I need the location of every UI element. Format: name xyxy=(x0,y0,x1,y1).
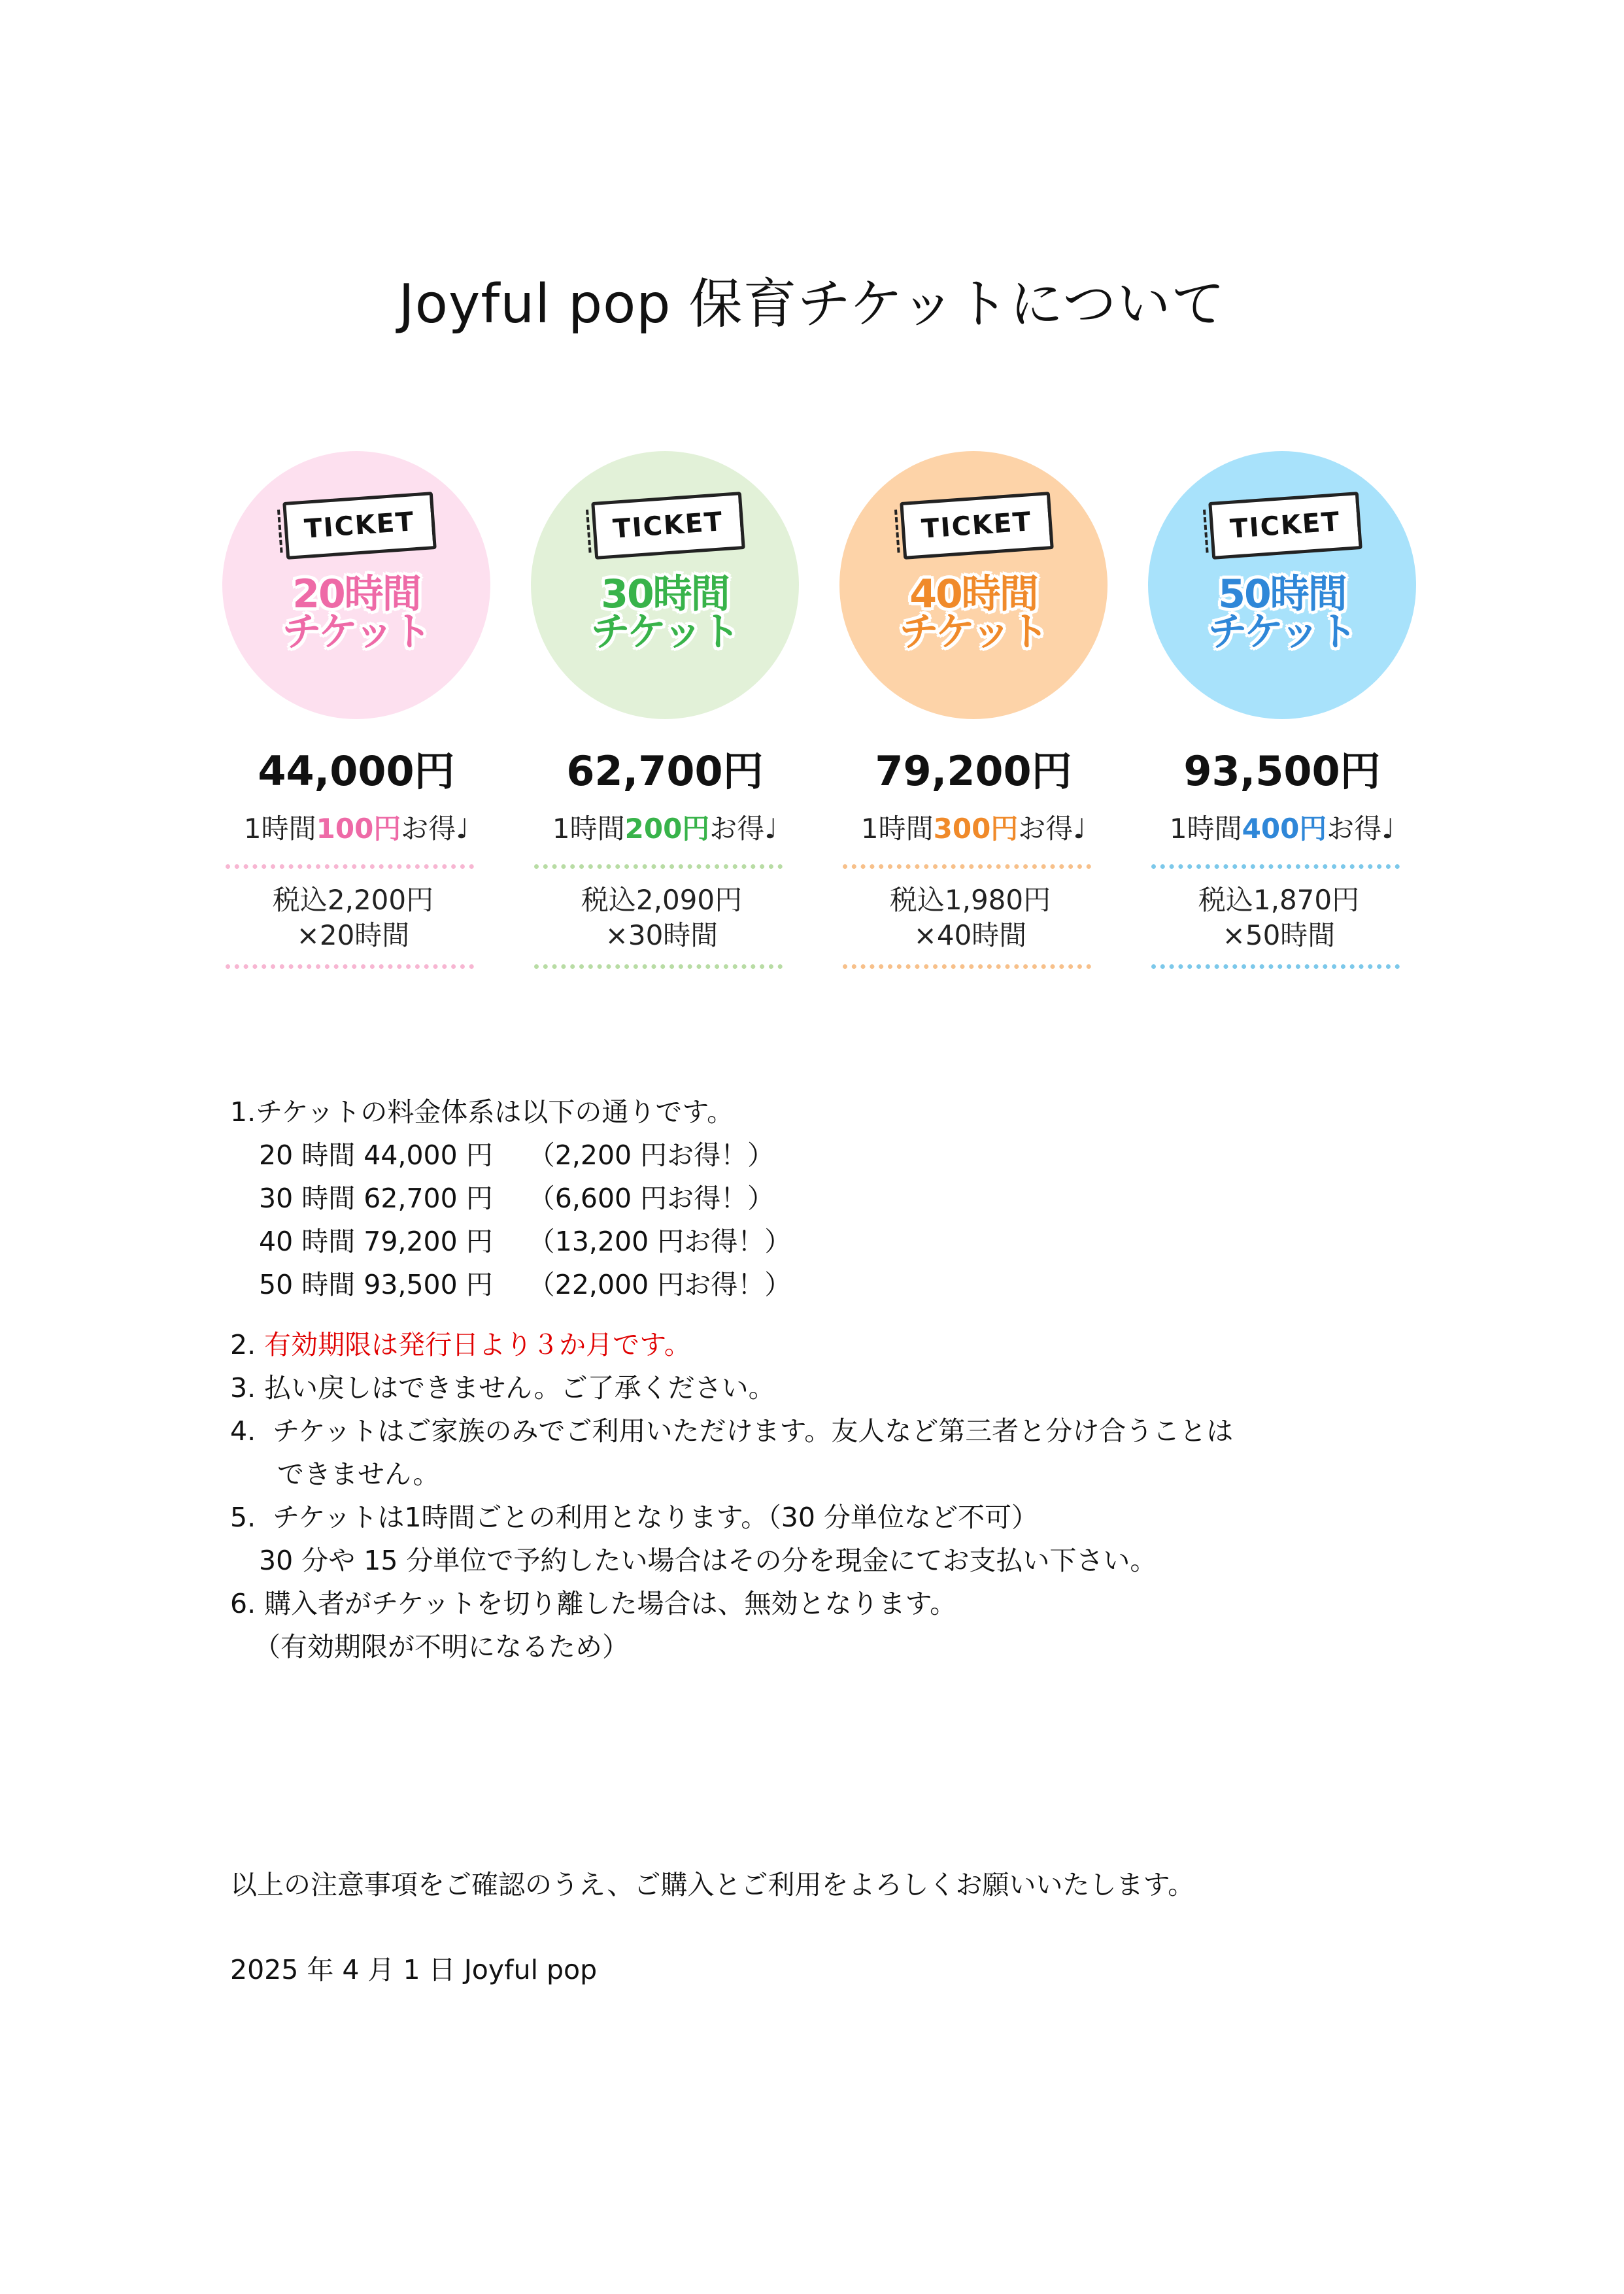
tax-line-2: ×40時間 xyxy=(913,919,1027,951)
ticket-tax-breakdown xyxy=(521,883,802,953)
ticket-saving xyxy=(212,807,500,847)
ticket-hours-label xyxy=(531,571,799,655)
note-item-2-number: 2. xyxy=(230,1329,265,1360)
ticket-hours: 40時間 xyxy=(909,571,1038,617)
ticket-price: 79,200円 xyxy=(875,747,1072,795)
dotted-divider xyxy=(226,864,474,869)
tax-line-1: 税込2,090円 xyxy=(581,884,743,916)
ticket-icon xyxy=(282,492,437,560)
ticket-word: チケット xyxy=(282,609,431,655)
dotted-divider xyxy=(843,864,1091,869)
saving-suffix: お得♩ xyxy=(1018,813,1087,845)
ticket-price: 62,700円 xyxy=(566,747,764,795)
saving-prefix: 1時間 xyxy=(1169,813,1242,845)
ticket-card-40h xyxy=(830,451,1117,987)
dotted-divider xyxy=(843,964,1091,969)
ticket-cards xyxy=(0,451,1624,987)
dotted-divider xyxy=(534,964,783,969)
saving-suffix: お得♩ xyxy=(709,813,778,845)
saving-suffix: お得♩ xyxy=(401,813,469,845)
tax-line-2: ×50時間 xyxy=(1222,919,1336,951)
dotted-divider xyxy=(1151,964,1400,969)
ticket-icon xyxy=(591,492,745,560)
ticket-card-20h xyxy=(212,451,500,987)
ticket-circle xyxy=(839,451,1108,719)
price-row: 50 時間 93,500 円 （22,000 円お得！） xyxy=(259,1269,792,1300)
ticket-circle xyxy=(1148,451,1416,719)
tax-line-1: 税込2,200円 xyxy=(272,884,434,916)
dotted-divider xyxy=(534,864,783,869)
ticket-tax-breakdown xyxy=(212,883,494,953)
ticket-card-50h xyxy=(1138,451,1426,987)
note-item-6-line-1: 6. 購入者がチケットを切り離した場合は、無効となります。 xyxy=(230,1588,957,1619)
note-item-5-line-2: 30 分や 15 分単位で予約したい場合はその分を現金にてお支払い下さい。 xyxy=(259,1545,1157,1576)
ticket-saving xyxy=(1138,807,1426,847)
spacer xyxy=(230,1306,1472,1323)
ticket-label: TICKET xyxy=(921,507,1033,545)
ticket-word: チケット xyxy=(899,609,1048,655)
price-row: 20 時間 44,000 円 （2,200 円お得！） xyxy=(259,1139,775,1171)
saving-suffix: お得♩ xyxy=(1327,813,1395,845)
ticket-label: TICKET xyxy=(1229,507,1342,545)
ticket-label: TICKET xyxy=(612,507,724,545)
price-row: 40 時間 79,200 円 （13,200 円お得！） xyxy=(259,1226,792,1257)
ticket-price: 44,000円 xyxy=(258,747,455,795)
saving-amount: 100円 xyxy=(316,813,401,845)
ticket-word: チケット xyxy=(590,609,739,655)
issue-date: 2025 年 4 月 1 日 Joyful pop xyxy=(230,1954,598,1985)
ticket-card-30h xyxy=(521,451,809,987)
ticket-hours: 20時間 xyxy=(292,571,420,617)
ticket-hours-label xyxy=(222,571,490,655)
ticket-word: チケット xyxy=(1208,609,1357,655)
ticket-hours: 50時間 xyxy=(1218,571,1346,617)
ticket-icon xyxy=(900,492,1054,560)
tax-line-1: 税込1,980円 xyxy=(889,884,1051,916)
ticket-hours-label xyxy=(1148,571,1416,655)
note-item-2-text: 有効期限は発行日より３か月です。 xyxy=(264,1329,691,1360)
ticket-circle xyxy=(531,451,799,719)
ticket-saving xyxy=(521,807,809,847)
ticket-hours: 30時間 xyxy=(601,571,729,617)
saving-prefix: 1時間 xyxy=(243,813,316,845)
saving-amount: 200円 xyxy=(624,813,710,845)
dotted-divider xyxy=(1151,864,1400,869)
saving-amount: 400円 xyxy=(1242,813,1327,845)
saving-amount: 300円 xyxy=(933,813,1019,845)
closing-message: 以上の注意事項をご確認のうえ、ご購入とご利用をよろしくお願いいたします。 xyxy=(230,1869,1195,1900)
saving-prefix: 1時間 xyxy=(860,813,934,845)
notes-list xyxy=(230,1090,1472,1668)
ticket-tax-breakdown xyxy=(1138,883,1419,953)
ticket-circle xyxy=(222,451,490,719)
dotted-divider xyxy=(226,964,474,969)
tax-line-2: ×30時間 xyxy=(605,919,719,951)
ticket-saving xyxy=(830,807,1117,847)
page-title: Joyful pop 保育チケットについて xyxy=(398,273,1226,335)
ticket-label: TICKET xyxy=(303,507,416,545)
note-item-4-line-1: 4. チケットはご家族のみでご利用いただけます。友人など第三者と分け合うことは xyxy=(230,1415,1234,1447)
tax-line-1: 税込1,870円 xyxy=(1198,884,1360,916)
ticket-price: 93,500円 xyxy=(1183,747,1381,795)
saving-prefix: 1時間 xyxy=(552,813,625,845)
ticket-hours-label xyxy=(839,571,1108,655)
note-item-3: 3. 払い戻しはできません。ご了承ください。 xyxy=(230,1372,775,1404)
price-row: 30 時間 62,700 円 （6,600 円お得！） xyxy=(259,1183,775,1214)
note-item-5-line-1: 5. チケットは1時間ごとの利用となります。（30 分単位など不可） xyxy=(230,1502,1038,1533)
ticket-icon xyxy=(1208,492,1362,560)
note-item-1: 1.チケットの料金体系は以下の通りです。 xyxy=(230,1096,734,1128)
tax-line-2: ×20時間 xyxy=(296,919,410,951)
note-item-2 xyxy=(230,1323,1472,1366)
note-item-4-line-2: できません。 xyxy=(277,1459,440,1490)
ticket-tax-breakdown xyxy=(830,883,1111,953)
note-item-6-line-2: （有効期限が不明になるため） xyxy=(254,1631,629,1662)
